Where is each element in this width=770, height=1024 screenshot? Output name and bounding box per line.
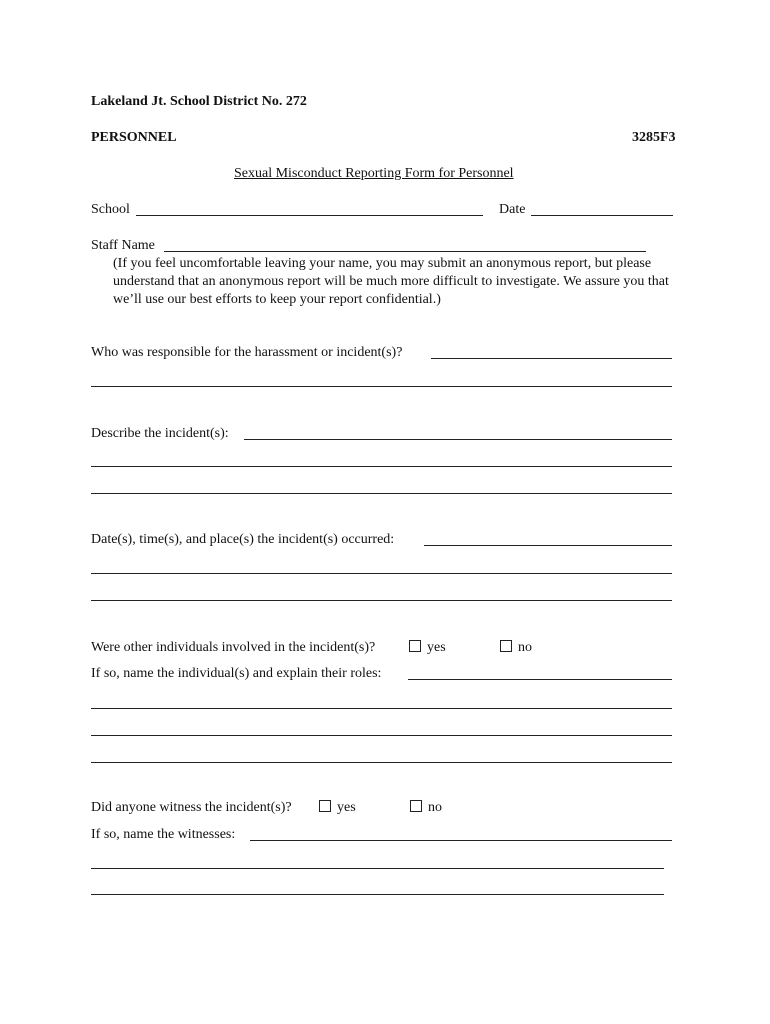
policy-code: 3285F3 [632,130,676,145]
checkbox-icon[interactable] [500,640,512,652]
witness-names-input-line-2[interactable] [91,868,664,869]
describe-question: Describe the incident(s): [91,426,229,441]
witness-names-input-line[interactable] [250,840,672,841]
witness-names-input-line-3[interactable] [91,894,664,895]
form-title: Sexual Misconduct Reporting Form for Personnel [234,166,514,181]
others-explain-label: If so, name the individual(s) and explain their roles: [91,666,382,681]
describe-input-line[interactable] [244,439,672,440]
responsible-question: Who was responsible for the harassment or incident(s)? [91,345,403,360]
witness-no-option[interactable] [410,800,442,816]
checkbox-icon[interactable] [409,640,421,652]
responsible-input-line[interactable] [431,358,672,359]
section-label: PERSONNEL [91,130,177,145]
others-no-option[interactable] [500,640,532,656]
date-label: Date [499,202,526,217]
others-explain-input-line[interactable] [408,679,672,680]
when-where-input-line[interactable] [424,545,672,546]
others-no-label: no [518,640,532,655]
when-where-input-line-3[interactable] [91,600,672,601]
witness-yes-option[interactable] [319,800,356,816]
witness-yes-label: yes [337,800,356,815]
others-involved-question: Were other individuals involved in the incident(s)? [91,640,376,655]
others-explain-input-line-3[interactable] [91,735,672,736]
staff-name-label: Staff Name [91,238,155,253]
responsible-input-line-2[interactable] [91,386,672,387]
witness-question: Did anyone witness the incident(s)? [91,800,292,815]
others-yes-label: yes [427,640,446,655]
others-explain-input-line-4[interactable] [91,762,672,763]
others-explain-input-line-2[interactable] [91,708,672,709]
when-where-input-line-2[interactable] [91,573,672,574]
checkbox-icon[interactable] [410,800,422,812]
describe-input-line-2[interactable] [91,466,672,467]
staff-name-input-line[interactable] [164,251,646,252]
district-name: Lakeland Jt. School District No. 272 [91,94,307,109]
date-input-line[interactable] [531,215,673,216]
anonymous-note: (If you feel uncomfortable leaving your name, you may submit an anonymous report, but please understand that an anonymous report will be much more difficult to investigate. We assure you that we’ll use our best efforts to keep your report confidential.) [113,256,669,307]
checkbox-icon[interactable] [319,800,331,812]
witness-names-label: If so, name the witnesses: [91,827,236,842]
school-input-line[interactable] [136,215,483,216]
others-yes-option[interactable] [409,640,446,656]
when-where-question: Date(s), time(s), and place(s) the incident(s) occurred: [91,532,395,547]
school-label: School [91,202,130,217]
witness-no-label: no [428,800,442,815]
describe-input-line-3[interactable] [91,493,672,494]
